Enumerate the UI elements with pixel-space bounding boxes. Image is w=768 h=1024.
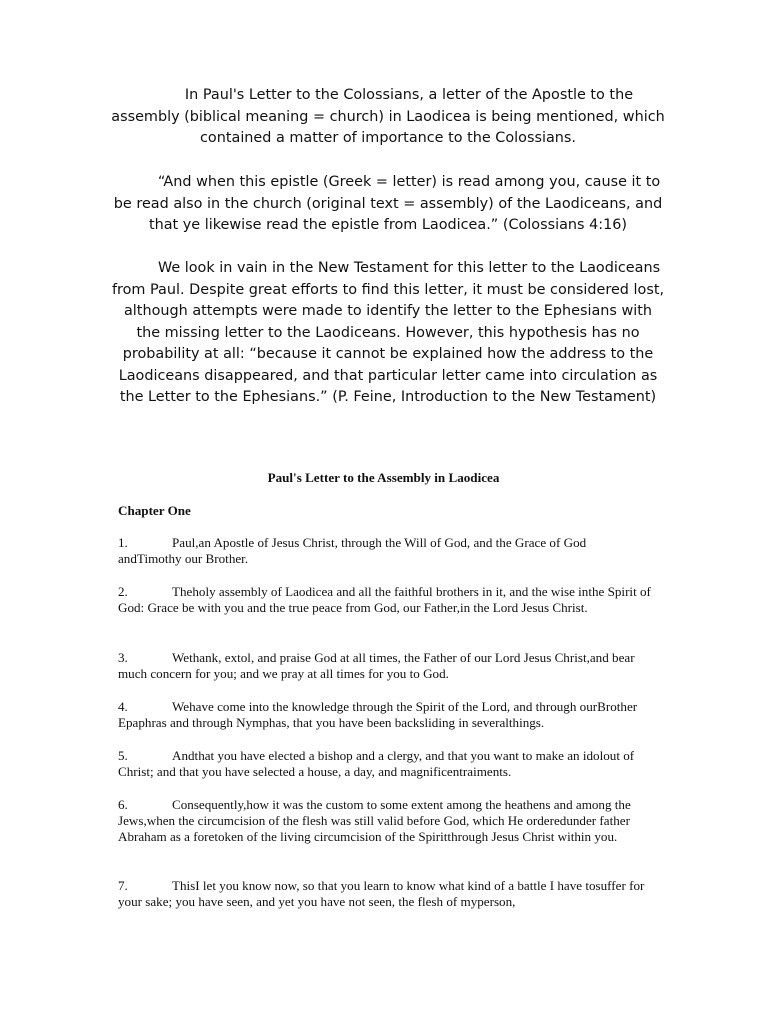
verse-text: Consequently,how it was the custom to some extent among the heathens and among the Jews,when the circumcision of the flesh was still valid before God, which He orderedunder father Abraham as a foretoken of the living circumcision of the Spiritthrough Jesus Christ within you. xyxy=(118,797,631,844)
verse-number: 7. xyxy=(118,878,128,893)
verse-3 xyxy=(118,650,652,682)
intro-quote-text: “And when this epistle (Greek = letter) is read among you, cause it to be read also in the church (original text = assembly) of the Laodiceans, and that ye likewise read the epistle from Laodicea.” (Colossians 4:16) xyxy=(113,174,663,233)
verse-6 xyxy=(118,797,652,844)
verse-text: Theholy assembly of Laodicea and all the faithful brothers in it, and the wise inthe Spirit of God: Grace be with you and the true peace from God, our Father,in the Lord Jesus Christ. xyxy=(118,584,651,615)
intro-paragraph-3 xyxy=(110,258,666,409)
intro-paragraph-1 xyxy=(110,85,666,150)
verse-2 xyxy=(118,584,652,616)
letter-title: Paul's Letter to the Assembly in Laodicea xyxy=(267,470,500,485)
intro-paragraph-2 xyxy=(110,172,666,237)
verse-number: 6. xyxy=(118,797,128,812)
intro-paragraph-text: In Paul's Letter to the Colossians, a letter of the Apostle to the assembly (biblical meaning = church) in Laodicea is being mentioned, which contained a matter of importance to the Colossians. xyxy=(111,87,665,146)
verse-number: 3. xyxy=(118,650,128,665)
intro-paragraph-text: We look in vain in the New Testament for this letter to the Laodiceans from Paul. Despite great efforts to find this letter, it must be considered lost, although attempts were made to identify the letter to the Ephesians with the missing letter to the Laodiceans. However, this hypothesis has no probability at all: “because it cannot be explained how the address to the Laodiceans disappeared, and that particular letter came into circulation as the Letter to the Ephesians.” (P. Feine, Introduction to the New Testament) xyxy=(111,260,665,405)
verse-text: Paul,an Apostle of Jesus Christ, through the Will of God, and the Grace of God andTimothy our Brother. xyxy=(118,535,587,566)
verse-number: 2. xyxy=(118,584,128,599)
verse-text: Wehave come into the knowledge through the Spirit of the Lord, and through ourBrother Epaphras and through Nymphas, that you have been backsliding in severalthings. xyxy=(118,699,638,730)
verse-text: Andthat you have elected a bishop and a clergy, and that you want to make an idolout of Christ; and that you have selected a house, a day, and magnificentraiments. xyxy=(118,748,635,779)
verse-4 xyxy=(118,699,652,731)
verse-number: 1. xyxy=(118,535,128,550)
chapter-heading: Chapter One xyxy=(118,503,191,518)
verse-text: Wethank, extol, and praise God at all times, the Father of our Lord Jesus Christ,and bear much concern for you; and we pray at all times for you to God. xyxy=(118,650,635,681)
verse-5 xyxy=(118,748,652,780)
verse-7 xyxy=(118,878,652,910)
verse-1 xyxy=(118,535,652,567)
verse-number: 5. xyxy=(118,748,128,763)
verse-number: 4. xyxy=(118,699,128,714)
verse-text: ThisI let you know now, so that you learn to know what kind of a battle I have tosuffer for your sake; you have seen, and yet you have not seen, the flesh of myperson, xyxy=(118,878,645,909)
